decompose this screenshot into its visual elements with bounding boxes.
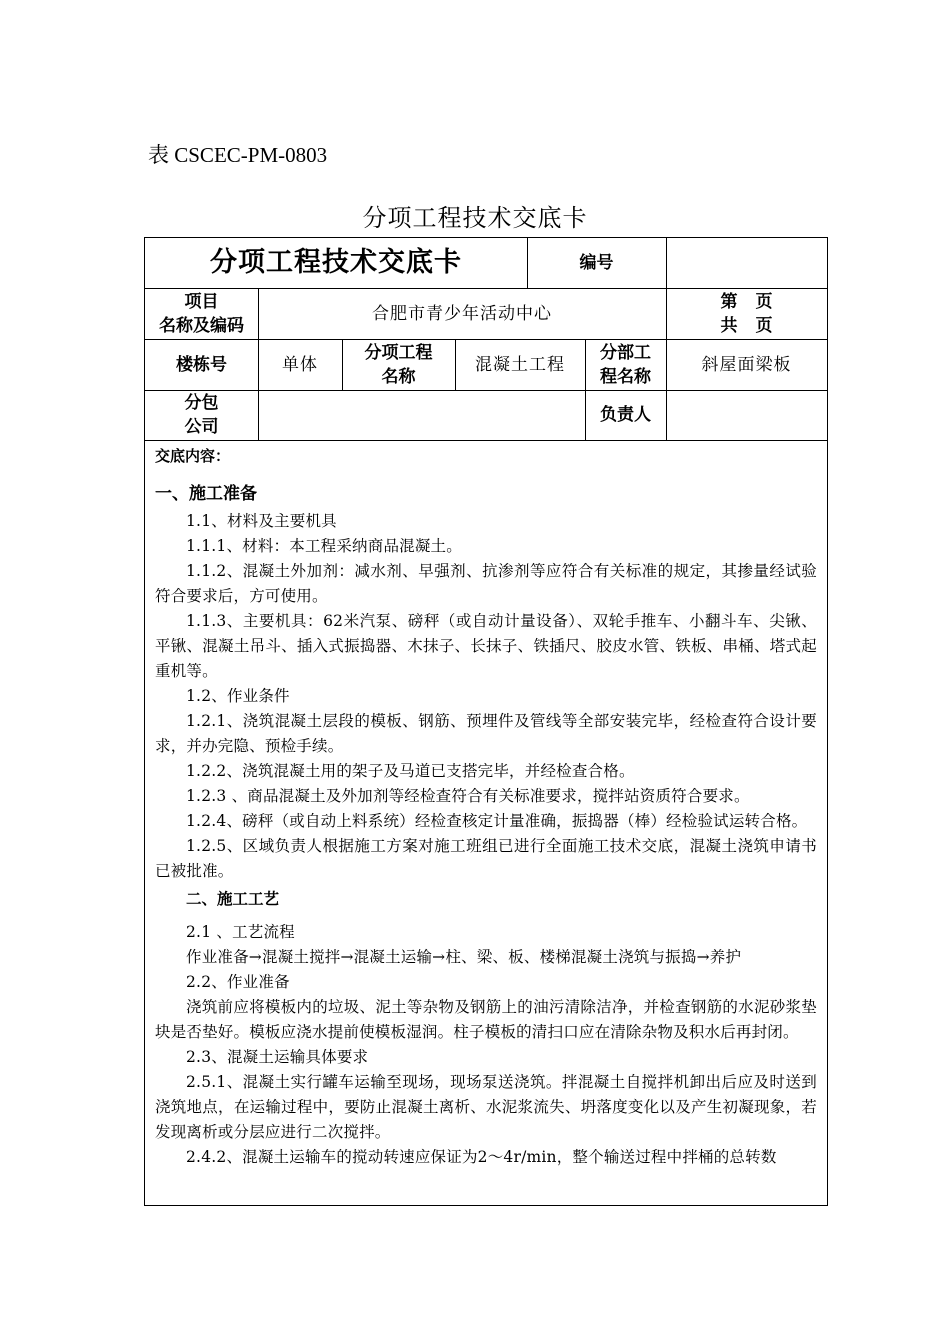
number-value — [666, 238, 827, 288]
division-label — [585, 339, 666, 390]
division-value: 斜屋面梁板 — [701, 354, 792, 375]
paragraph: 1.2.3 、商品混凝土及外加剂等经检查符合有关标准要求，搅拌站资质符合要求。 — [186, 787, 750, 805]
form-code: 表 CSCEC-PM-0803 — [148, 143, 328, 167]
paragraph: 2.4.2、混凝土运输车的搅动转速应保证为2～4r/min，整个输送过程中拌桶的总转数 — [186, 1148, 777, 1166]
paragraph: 1.2、作业条件 — [186, 687, 290, 705]
disclosure-card-table — [144, 237, 828, 1206]
project-name-value: 合肥市青少年活动中心 — [372, 303, 552, 324]
subcontractor-label — [145, 390, 258, 440]
building-label: 楼栋号 — [176, 354, 227, 375]
division-label-line2: 程名称 — [600, 366, 651, 387]
paragraph: 1.1.1、材料：本工程采纳商品混凝土。 — [186, 537, 462, 555]
project-label-line2: 名称及编码 — [159, 315, 244, 336]
paragraph: 作业准备→混凝土搅拌→混凝土运输→柱、梁、板、楼梯混凝土浇筑与振捣→养护 — [186, 948, 742, 966]
paragraph: 1.2.4、磅秤（或自动上料系统）经检查核定计量准确，振捣器（棒）经检验试运转合格。 — [186, 812, 808, 830]
paragraph: 2.5.1、混凝土实行罐车运输至现场，现场泵送浇筑。拌混凝土自搅拌机卸出后应及时送到浇筑地点，在运输过程中，要防止混凝土离析、水泥浆流失、坍落度变化以及产生初凝现象，若发现离析或分层应进行二次搅拌。 — [155, 1073, 817, 1141]
subitem-label-line2: 名称 — [381, 366, 416, 387]
subcontractor-label-line1: 分包 — [184, 393, 219, 413]
subitem-label — [342, 339, 455, 390]
subitem-label-line1: 分项工程 — [364, 342, 433, 363]
content-label: 交底内容： — [155, 447, 231, 465]
project-label — [145, 288, 258, 339]
card-header-title: 分项工程技术交底卡 — [210, 247, 462, 278]
paragraph: 浇筑前应将模板内的垃圾、泥土等杂物及钢筋上的油污清除洁净，并检查钢筋的水泥砂浆垫块是否垫好。模板应浇水提前使模板湿润。柱子模板的清扫口应在清除杂物及积水后再封闭。 — [155, 998, 817, 1041]
division-label-line1: 分部工 — [600, 342, 651, 363]
project-label-line1: 项目 — [184, 291, 219, 312]
page-count — [666, 288, 827, 339]
subcontractor-value — [258, 390, 585, 440]
paragraph: 1.2.1、浇筑混凝土层段的模板、钢筋、预埋件及管线等全部安装完毕，经检查符合设计要求，并办完隐、预检手续。 — [155, 712, 817, 755]
disclosure-content — [145, 441, 827, 1170]
leader-value — [666, 390, 827, 440]
leader-label: 负责人 — [600, 405, 651, 425]
section-heading: 二、施工工艺 — [186, 890, 280, 908]
subcontractor-label-line2: 公司 — [184, 417, 219, 437]
paragraph: 1.1、材料及主要机具 — [186, 512, 337, 530]
paragraph: 1.1.3、主要机具：62米汽泵、磅秤（或自动计量设备）、双轮手推车、小翻斗车、尖锹、平锹、混凝土吊斗、插入式振捣器、木抹子、长抹子、铁插尺、胶皮水管、铁板、串桶、塔式起重机等。 — [155, 612, 817, 680]
total-pages-label: 共页 — [720, 315, 791, 336]
section-heading: 一、施工准备 — [155, 484, 257, 504]
paragraph: 2.3、混凝土运输具体要求 — [186, 1048, 369, 1066]
paragraph: 1.1.2、混凝土外加剂：减水剂、早强剂、抗渗剂等应符合有关标准的规定，其掺量经试验符合要求后，方可使用。 — [155, 562, 817, 605]
paragraph: 1.2.2、浇筑混凝土用的架子及马道已支搭完毕，并经检查合格。 — [186, 762, 635, 780]
document-title: 分项工程技术交底卡 — [362, 204, 588, 232]
paragraph: 1.2.5、区域负责人根据施工方案对施工班组已进行全面施工技术交底，混凝土浇筑申请书已被批准。 — [155, 837, 817, 880]
number-label: 编号 — [579, 253, 614, 273]
building-value: 单体 — [282, 354, 318, 375]
paragraph: 2.1 、工艺流程 — [186, 923, 295, 941]
paragraph: 2.2、作业准备 — [186, 973, 290, 991]
subitem-value: 混凝土工程 — [475, 354, 565, 375]
page-number-label: 第页 — [720, 291, 791, 312]
